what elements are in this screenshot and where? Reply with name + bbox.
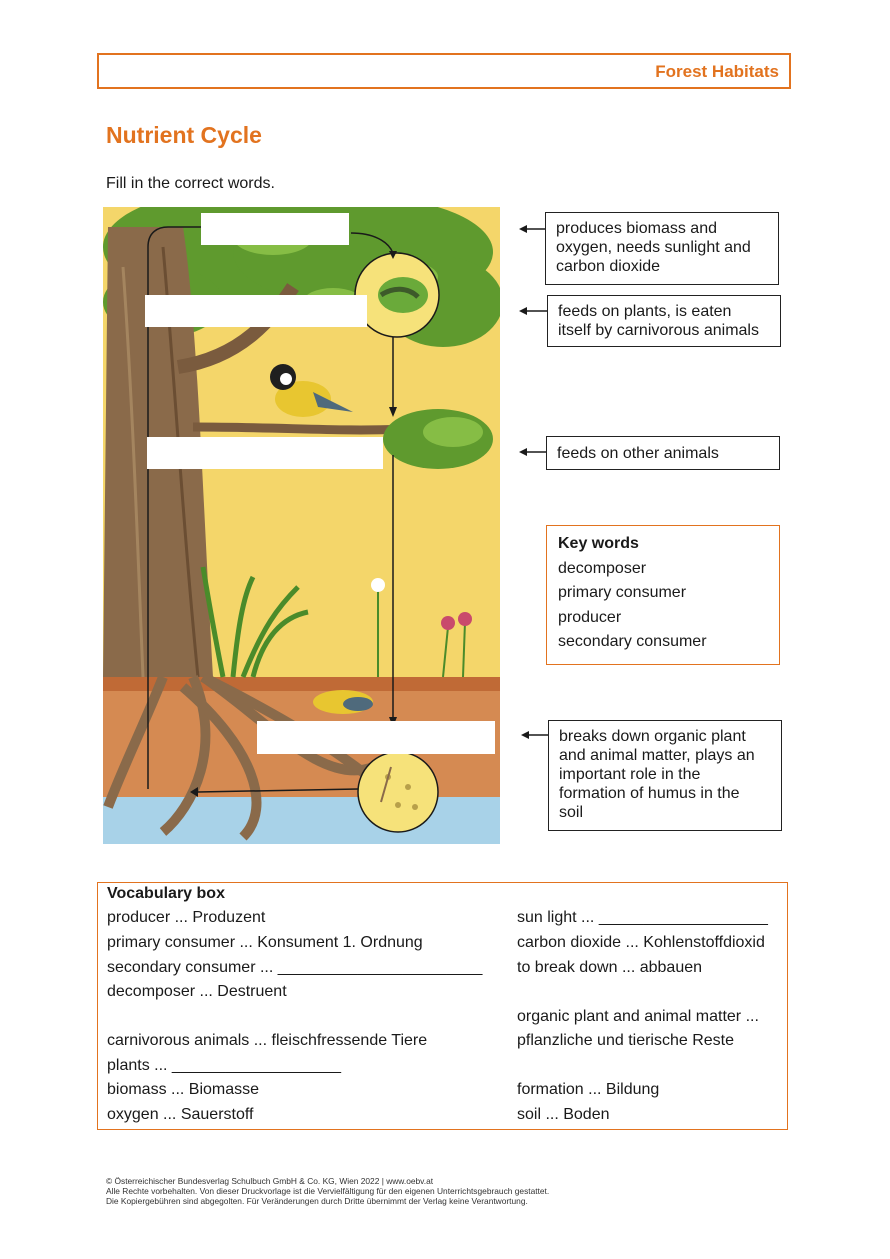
vocab-entry: organic plant and animal matter ... [517,1008,759,1025]
vocabulary-box [97,882,788,1130]
vocab-entry: pflanzliche und tierische Reste [517,1032,735,1049]
page-title: Nutrient Cycle [106,122,262,148]
microorganisms-circle [358,752,438,832]
vocab-entry: formation ... Bildung [517,1081,660,1098]
description-primary-consumer: feeds on plants, is eaten itself by carnivorous animals [547,295,781,347]
vocab-entry: plants ... ___________________ [107,1057,341,1074]
vocab-entry: to break down ... abbauen [517,959,703,976]
key-words-title: Key words [558,535,639,552]
vocab-entry: secondary consumer ... _______________________ [107,959,483,976]
vocab-entry: decomposer ... Destruent [107,983,287,1000]
instruction: Fill in the correct words. [106,175,275,192]
description-decomposer: breaks down organic plant and animal matter, plays an important role in the formation of humus in the soil [548,720,782,831]
answer-blank-decomposer [257,721,495,754]
description-secondary-consumer: feeds on other animals [546,436,780,470]
header-title: Forest Habitats [655,62,779,81]
vocab-entry: carbon dioxide ... Kohlenstoffdioxid [517,934,765,951]
key-word: primary consumer [558,584,687,601]
answer-blank-secondary-consumer [147,437,383,469]
vocabulary-title: Vocabulary box [107,885,225,902]
answer-blank-producer [201,213,349,245]
key-word: decomposer [558,559,647,577]
header-bar [97,53,791,89]
vocab-entry: biomass ... Biomasse [107,1081,260,1098]
vocab-entry: primary consumer ... Konsument 1. Ordnung [107,934,423,951]
vocab-entry: producer ... Produzent [107,909,266,926]
answer-blank-primary-consumer [145,295,367,327]
water-layer [103,797,500,844]
key-words-box [546,525,780,665]
vocab-entry: oxygen ... Sauerstoff [107,1106,254,1123]
description-producer: produces biomass and oxygen, needs sunlight and carbon dioxide [545,212,779,285]
key-word: producer [558,608,622,626]
nutrient-cycle-illustration [103,207,500,844]
copyright-footer: © Österreichischer Bundesverlag Schulbuch GmbH & Co. KG, Wien 2022 | www.oebv.at Alle Rechte vorbehalten. Von dieser Druckvorlage ist die Vervielfältigung für den eigenen Unterrichtsgebrauch gestattet. Die Kopiergebühren sind abgegolten. Für Veränderungen durch Dritte übernimmt der Verlag keine Verantwortung. [106,1176,550,1206]
branch [193,427,403,430]
key-word: secondary consumer [558,633,707,650]
dead-bird [313,690,373,714]
vocab-entry: carnivorous animals ... fleischfressende Tiere [107,1032,428,1049]
vocab-entry: sun light ... ___________________ [517,909,768,926]
vocab-entry: soil ... Boden [517,1106,610,1123]
